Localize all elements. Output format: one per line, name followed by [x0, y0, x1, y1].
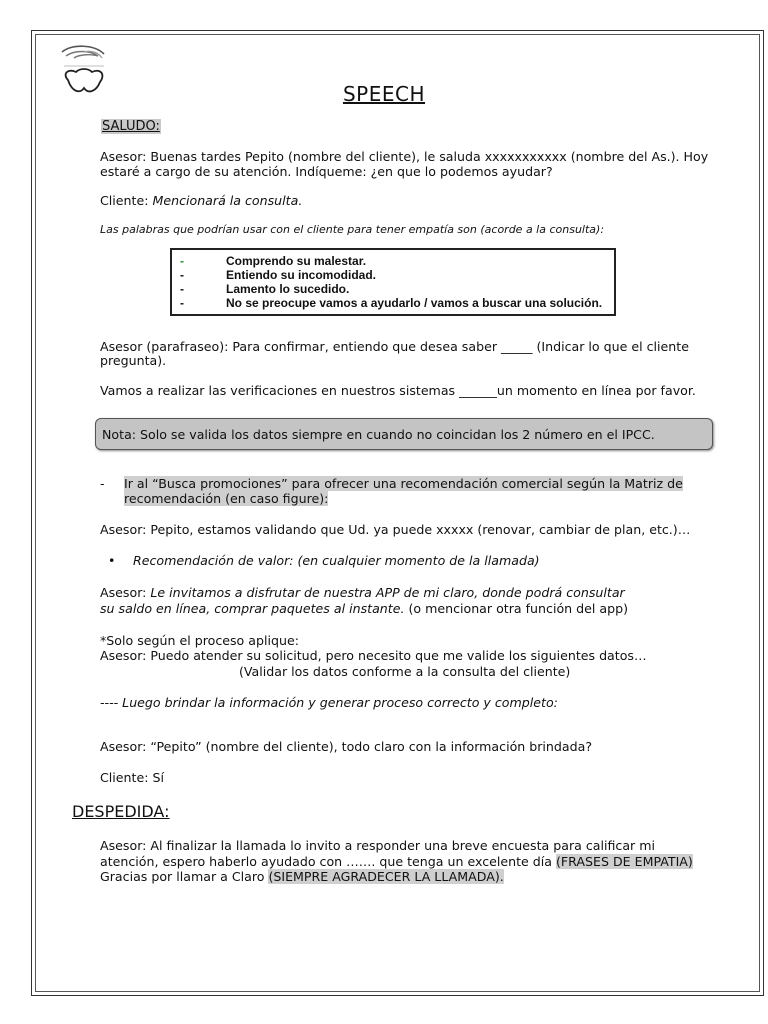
note-text: Nota: Solo se valida los datos siempre en cuando no coincidan los 2 número en el IPCC. [102, 427, 655, 442]
empathy-phrases-box [170, 248, 616, 316]
promo-line1: Ir al “Busca promociones” para ofrecer una recomendación comercial según la Matriz de [124, 476, 683, 491]
validar-line: (Validar los datos conforme a la consulta del cliente) [239, 664, 571, 679]
empathy-intro: Las palabras que podrían usar con el cliente para tener empatía son (acorde a la consulta): [100, 223, 605, 236]
saludo-asesor-line1: Asesor: Buenas tardes Pepito (nombre del cliente), le saluda xxxxxxxxxxx (nombre del As.). Hoy [100, 149, 709, 164]
luego-line: ---- Luego brindar la información y generar proceso correcto y completo: [100, 695, 558, 710]
page-title: SPEECH [342, 82, 426, 106]
saludo-asesor-line2: estaré a cargo de su atención. Indíqueme: ¿en que lo podemos ayudar? [100, 164, 553, 179]
parafraseo-line1: Asesor (parafraseo): Para confirmar, entiendo que desea saber _____ (Indicar lo que el cliente [100, 339, 689, 354]
solo-segun-line: *Solo según el proceso aplique: [100, 633, 299, 648]
cliente-line [100, 193, 302, 208]
despedida-heading: DESPEDIDA: [72, 802, 170, 821]
app-line2: su saldo en línea, comprar paquetes al instante. (o mencionar otra función del app) [100, 601, 628, 616]
promo-line2: recomendación (en caso figure): [124, 491, 329, 506]
validando-line: Asesor: Pepito, estamos validando que Ud. ya puede xxxxx (renovar, cambiar de plan, etc.)… [100, 522, 691, 537]
atender-line: Asesor: Puedo atender su solicitud, pero necesito que me valide los siguientes datos… [100, 648, 647, 663]
recomendacion-valor: Recomendación de valor: (en cualquier momento de la llamada) [133, 553, 540, 568]
cliente-si-line: Cliente: Sí [100, 770, 164, 785]
cliente-text: Mencionará la consulta. [152, 193, 303, 208]
app-line1: Asesor: Le invitamos a disfrutar de nuestra APP de mi claro, donde podrá consultar [100, 585, 625, 600]
empathy-item: - Lamento lo sucedido. [180, 282, 350, 296]
despedida-line3: Gracias por llamar a Claro (SIEMPRE AGRADECER LA LLAMADA). [100, 869, 504, 884]
parafraseo-line2: pregunta). [100, 353, 167, 368]
note-box [95, 418, 713, 450]
empathy-item: - No se preocupe vamos a ayudarlo / vamos a buscar una solución. [180, 296, 603, 310]
cliente-label: Cliente: [100, 193, 153, 208]
promo-dash: - [100, 476, 105, 491]
despedida-line2: atención, espero haberlo ayudado con ……. que tenga un excelente día (FRASES DE EMPATIA) [100, 854, 693, 869]
despedida-line1: Asesor: Al finalizar la llamada lo invito a responder una breve encuesta para calificar mi [100, 838, 656, 853]
saludo-heading: SALUDO: [102, 119, 160, 134]
bullet-icon: • [108, 553, 116, 568]
empathy-item: - Entiendo su incomodidad. [180, 268, 376, 282]
empathy-item: - Comprendo su malestar. [180, 254, 367, 268]
todo-claro-line: Asesor: “Pepito” (nombre del cliente), todo claro con la información brindada? [100, 739, 593, 754]
verificaciones-line: Vamos a realizar las verificaciones en nuestros sistemas ______un momento en línea por favor. [100, 383, 696, 398]
